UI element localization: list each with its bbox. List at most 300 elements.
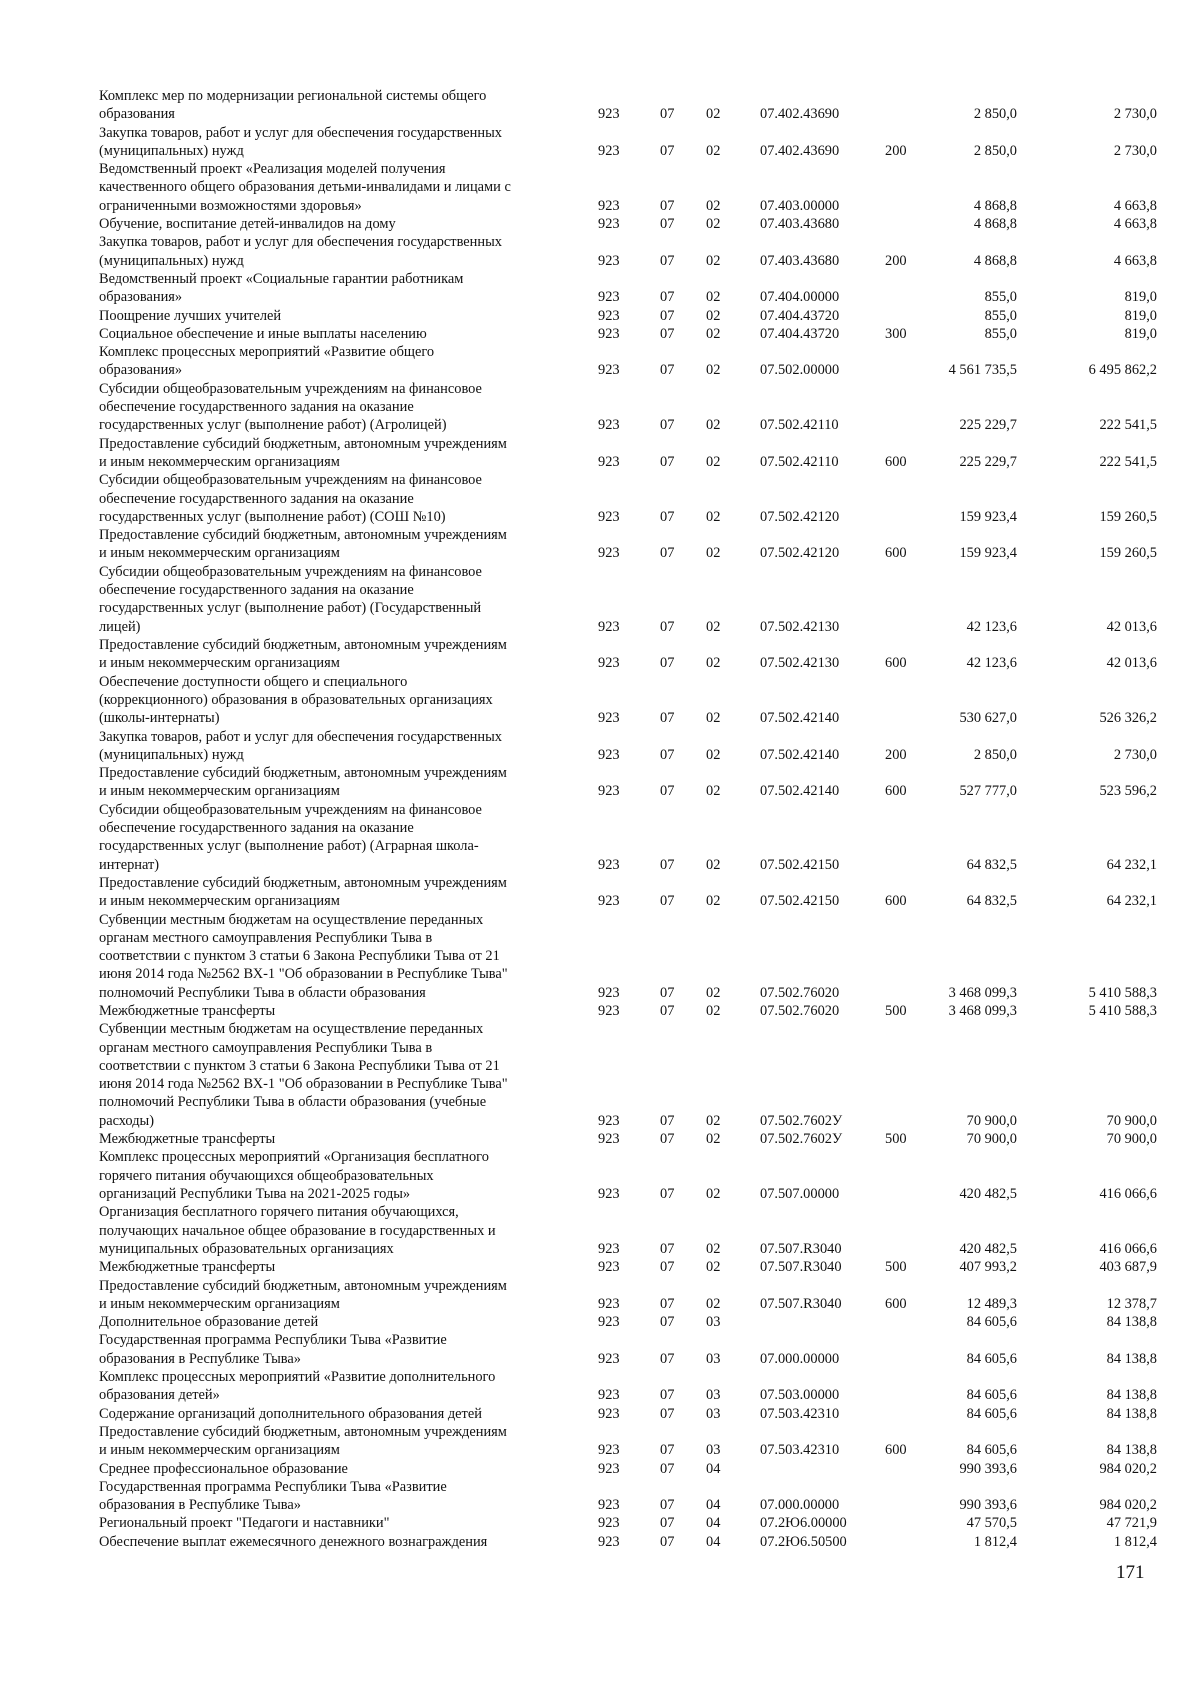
cell-csr: 07.402.43690 xyxy=(760,142,840,159)
cell-s1: 84 605,6 xyxy=(966,1387,1017,1404)
cell-csr: 07.000.00000 xyxy=(760,1497,840,1514)
table-row xyxy=(0,801,1200,874)
cell-ved: 923 xyxy=(598,1533,620,1550)
cell-s2: 5 410 588,3 xyxy=(1088,1003,1157,1019)
cell-s1: 12 489,3 xyxy=(966,1295,1017,1312)
row-name xyxy=(99,160,569,215)
cell-rz: 07 xyxy=(660,197,675,214)
cell-pr: 02 xyxy=(706,325,721,342)
cell-rz: 07 xyxy=(660,1112,675,1129)
row-name-line: (муниципальных) нужд xyxy=(99,142,244,159)
cell-rz: 07 xyxy=(660,1240,675,1257)
cell-rz: 07 xyxy=(660,106,675,123)
table-row xyxy=(0,1313,1200,1331)
row-name-line: и иным некоммерческим организациям xyxy=(99,453,340,470)
cell-ved: 923 xyxy=(598,1405,620,1422)
cell-pr: 02 xyxy=(706,545,721,562)
row-name-line: горячего питания обучающихся общеобразовательных xyxy=(99,1167,434,1184)
row-name-line: полномочий Республики Тыва в области образования (учебные xyxy=(99,1094,487,1111)
cell-csr: 07.502.42150 xyxy=(760,856,840,873)
cell-rz: 07 xyxy=(660,1131,675,1148)
row-name xyxy=(99,911,569,1002)
row-name-line: Государственная программа Республики Тыва «Развитие xyxy=(99,1332,447,1349)
row-name-line: обеспечение государственного задания на оказание xyxy=(99,490,414,507)
cell-pr: 02 xyxy=(706,1003,721,1019)
cell-s2: 222 541,5 xyxy=(1099,453,1157,470)
cell-pr: 02 xyxy=(706,1295,721,1312)
cell-ved: 923 xyxy=(598,1185,620,1202)
cell-s2: 159 260,5 xyxy=(1099,545,1157,562)
cell-pr: 02 xyxy=(706,618,721,635)
cell-s2: 1 812,4 xyxy=(1113,1533,1157,1550)
cell-rz: 07 xyxy=(660,1405,675,1422)
cell-pr: 02 xyxy=(706,508,721,525)
row-name-line: обеспечение государственного задания на оказание xyxy=(99,819,414,836)
cell-s1: 4 561 735,5 xyxy=(948,362,1017,379)
row-name xyxy=(99,87,569,124)
row-name-line: Субсидии общеобразовательным учреждениям на финансовое xyxy=(99,472,482,489)
cell-csr: 07.000.00000 xyxy=(760,1350,840,1367)
row-name-line: Межбюджетные трансферты xyxy=(99,1131,276,1148)
row-name-line: интернат) xyxy=(99,856,160,873)
row-name-line: государственных услуг (выполнение работ) (Агролицей) xyxy=(99,417,447,434)
cell-ved: 923 xyxy=(598,307,620,324)
cell-rz: 07 xyxy=(660,1350,675,1367)
table-row xyxy=(0,87,1200,124)
row-name-line: Дополнительное образование детей xyxy=(99,1314,319,1331)
cell-ved: 923 xyxy=(598,453,620,470)
row-name-line: Субвенции местным бюджетам на осуществление переданных xyxy=(99,911,484,928)
cell-csr: 07.507.R3040 xyxy=(760,1259,842,1276)
cell-rz: 07 xyxy=(660,655,675,672)
cell-csr: 07.507.R3040 xyxy=(760,1240,842,1257)
cell-s1: 84 605,6 xyxy=(966,1314,1017,1331)
row-name-line: Обучение, воспитание детей-инвалидов на дому xyxy=(99,216,396,233)
cell-pr: 04 xyxy=(706,1497,721,1514)
cell-pr: 03 xyxy=(706,1442,721,1459)
table-row xyxy=(0,435,1200,472)
cell-csr: 07.404.43720 xyxy=(760,325,840,342)
row-name xyxy=(99,215,569,233)
row-name-line: Межбюджетные трансферты xyxy=(99,1003,276,1019)
row-name-line: Субсидии общеобразовательным учреждениям на финансовое xyxy=(99,380,482,397)
table-row xyxy=(0,1020,1200,1130)
row-name xyxy=(99,1277,569,1314)
cell-rz: 07 xyxy=(660,746,675,763)
cell-rz: 07 xyxy=(660,453,675,470)
cell-ved: 923 xyxy=(598,1112,620,1129)
cell-ved: 923 xyxy=(598,289,620,306)
cell-rz: 07 xyxy=(660,1515,675,1532)
cell-csr: 07.502.42140 xyxy=(760,783,840,800)
cell-ved: 923 xyxy=(598,545,620,562)
cell-ved: 923 xyxy=(598,1442,620,1459)
cell-s2: 2 730,0 xyxy=(1113,106,1157,123)
cell-s2: 64 232,1 xyxy=(1106,893,1157,910)
cell-csr: 07.502.42130 xyxy=(760,618,840,635)
cell-s1: 2 850,0 xyxy=(973,142,1017,159)
table-row xyxy=(0,563,1200,636)
cell-s1: 990 393,6 xyxy=(959,1497,1017,1514)
table-row xyxy=(0,1478,1200,1515)
row-name-line: полномочий Республики Тыва в области образования xyxy=(99,984,426,1001)
row-name-line: Предоставление субсидий бюджетным, автономным учреждениям xyxy=(99,765,507,782)
row-name-line: муниципальных образовательных организациях xyxy=(99,1240,394,1257)
row-name xyxy=(99,1203,569,1258)
table-row xyxy=(0,215,1200,233)
cell-ved: 923 xyxy=(598,1350,620,1367)
cell-ved: 923 xyxy=(598,1387,620,1404)
table-row xyxy=(0,1258,1200,1276)
cell-vr: 500 xyxy=(885,1131,907,1148)
cell-s1: 855,0 xyxy=(984,307,1017,324)
cell-csr: 07.502.42130 xyxy=(760,655,840,672)
row-name xyxy=(99,325,569,343)
cell-vr: 600 xyxy=(885,545,907,562)
table-row xyxy=(0,124,1200,161)
cell-rz: 07 xyxy=(660,252,675,269)
cell-s1: 3 468 099,3 xyxy=(948,984,1017,1001)
cell-csr: 07.502.42140 xyxy=(760,746,840,763)
cell-ved: 923 xyxy=(598,1295,620,1312)
cell-s1: 2 850,0 xyxy=(973,106,1017,123)
cell-s1: 42 123,6 xyxy=(966,618,1017,635)
table-row xyxy=(0,307,1200,325)
row-name-line: и иным некоммерческим организациям xyxy=(99,1295,340,1312)
cell-ved: 923 xyxy=(598,508,620,525)
cell-s2: 159 260,5 xyxy=(1099,508,1157,525)
cell-pr: 02 xyxy=(706,893,721,910)
cell-csr: 07.404.00000 xyxy=(760,289,840,306)
row-name xyxy=(99,435,569,472)
row-name-line: органам местного самоуправления Республики Тыва в xyxy=(99,929,433,946)
cell-vr: 500 xyxy=(885,1259,907,1276)
cell-pr: 02 xyxy=(706,289,721,306)
cell-s1: 3 468 099,3 xyxy=(948,1003,1017,1019)
row-name xyxy=(99,1258,569,1276)
cell-ved: 923 xyxy=(598,362,620,379)
cell-vr: 200 xyxy=(885,142,907,159)
cell-s2: 2 730,0 xyxy=(1113,746,1157,763)
row-name xyxy=(99,1368,569,1405)
table-row xyxy=(0,233,1200,270)
cell-pr: 02 xyxy=(706,197,721,214)
row-name xyxy=(99,1533,569,1551)
table-row xyxy=(0,1533,1200,1551)
cell-pr: 02 xyxy=(706,746,721,763)
cell-s1: 159 923,4 xyxy=(959,545,1017,562)
table-row xyxy=(0,343,1200,380)
cell-pr: 02 xyxy=(706,362,721,379)
cell-s1: 64 832,5 xyxy=(966,856,1017,873)
row-name-line: и иным некоммерческим организациям xyxy=(99,893,340,910)
cell-rz: 07 xyxy=(660,1314,675,1331)
cell-pr: 02 xyxy=(706,307,721,324)
row-name-line: лицей) xyxy=(99,618,141,635)
table-row xyxy=(0,160,1200,215)
table-row xyxy=(0,636,1200,673)
cell-pr: 02 xyxy=(706,1112,721,1129)
row-name xyxy=(99,526,569,563)
cell-csr: 07.403.43680 xyxy=(760,252,840,269)
cell-s2: 403 687,9 xyxy=(1099,1259,1157,1276)
row-name xyxy=(99,1478,569,1515)
cell-pr: 02 xyxy=(706,655,721,672)
cell-s2: 42 013,6 xyxy=(1106,655,1157,672)
row-name-line: Комплекс процессных мероприятий «Развитие общего xyxy=(99,344,435,361)
cell-s2: 42 013,6 xyxy=(1106,618,1157,635)
cell-rz: 07 xyxy=(660,856,675,873)
cell-s2: 84 138,8 xyxy=(1106,1387,1157,1404)
row-name-line: июня 2014 года №2562 ВХ-1 "Об образовании в Республике Тыва" xyxy=(99,966,508,983)
cell-rz: 07 xyxy=(660,618,675,635)
cell-csr: 07.502.00000 xyxy=(760,362,840,379)
row-name xyxy=(99,380,569,435)
row-name-line: и иным некоммерческим организациям xyxy=(99,655,340,672)
row-name-line: государственных услуг (выполнение работ) (СОШ №10) xyxy=(99,508,446,525)
row-name xyxy=(99,764,569,801)
row-name-line: (муниципальных) нужд xyxy=(99,746,244,763)
cell-ved: 923 xyxy=(598,417,620,434)
table-row xyxy=(0,911,1200,1003)
row-name-line: Предоставление субсидий бюджетным, автономным учреждениям xyxy=(99,527,507,544)
cell-ved: 923 xyxy=(598,655,620,672)
cell-s1: 225 229,7 xyxy=(959,453,1017,470)
cell-rz: 07 xyxy=(660,417,675,434)
row-name xyxy=(99,1405,569,1423)
table-row xyxy=(0,1203,1200,1258)
cell-s1: 84 605,6 xyxy=(966,1405,1017,1422)
cell-s1: 2 850,0 xyxy=(973,746,1017,763)
table-row xyxy=(0,1423,1200,1460)
cell-csr: 07.503.42310 xyxy=(760,1442,840,1459)
cell-s2: 5 410 588,3 xyxy=(1088,984,1157,1001)
cell-csr: 07.502.7602У xyxy=(760,1131,843,1148)
cell-s2: 84 138,8 xyxy=(1106,1314,1157,1331)
cell-s2: 984 020,2 xyxy=(1099,1460,1157,1477)
table-row xyxy=(0,1331,1200,1368)
cell-csr: 07.503.42310 xyxy=(760,1405,840,1422)
cell-pr: 03 xyxy=(706,1387,721,1404)
cell-pr: 02 xyxy=(706,453,721,470)
row-name-line: соответствии с пунктом 3 статьи 6 Закона Республики Тыва от 21 xyxy=(99,1057,500,1074)
cell-csr: 07.502.7602У xyxy=(760,1112,843,1129)
row-name xyxy=(99,1331,569,1368)
cell-rz: 07 xyxy=(660,710,675,727)
row-name-line: качественного общего образования детьми-инвалидами и лицами с xyxy=(99,179,511,196)
row-name-line: Закупка товаров, работ и услуг для обеспечения государственных xyxy=(99,234,502,251)
cell-rz: 07 xyxy=(660,142,675,159)
cell-s2: 819,0 xyxy=(1124,325,1157,342)
cell-s2: 819,0 xyxy=(1124,307,1157,324)
cell-s1: 855,0 xyxy=(984,289,1017,306)
cell-csr: 07.502.42140 xyxy=(760,710,840,727)
row-name-line: обеспечение государственного задания на оказание xyxy=(99,399,414,416)
cell-pr: 02 xyxy=(706,1185,721,1202)
row-name-line: Региональный проект "Педагоги и наставники" xyxy=(99,1515,390,1532)
row-name-line: и иным некоммерческим организациям xyxy=(99,1442,340,1459)
cell-s1: 84 605,6 xyxy=(966,1350,1017,1367)
row-name-line: Комплекс мер по модернизации региональной системы общего xyxy=(99,88,487,104)
row-name xyxy=(99,1130,569,1148)
cell-s2: 984 020,2 xyxy=(1099,1497,1157,1514)
row-name-line: Содержание организаций дополнительного образования детей xyxy=(99,1405,482,1422)
row-name xyxy=(99,124,569,161)
cell-pr: 04 xyxy=(706,1515,721,1532)
cell-pr: 02 xyxy=(706,106,721,123)
row-name-line: июня 2014 года №2562 ВХ-1 "Об образовании в Республике Тыва" xyxy=(99,1076,508,1093)
table-row xyxy=(0,1002,1200,1020)
cell-rz: 07 xyxy=(660,1497,675,1514)
page-number: 171 xyxy=(1116,1562,1145,1583)
row-name xyxy=(99,471,569,526)
cell-ved: 923 xyxy=(598,710,620,727)
row-name xyxy=(99,270,569,307)
row-name-line: образования детей» xyxy=(99,1387,220,1404)
cell-ved: 923 xyxy=(598,1314,620,1331)
row-name-line: Обеспечение выплат ежемесячного денежного вознаграждения xyxy=(99,1533,488,1550)
table-row xyxy=(0,526,1200,563)
cell-pr: 02 xyxy=(706,710,721,727)
cell-csr: 07.502.42110 xyxy=(760,453,839,470)
cell-vr: 600 xyxy=(885,1442,907,1459)
cell-pr: 02 xyxy=(706,417,721,434)
cell-ved: 923 xyxy=(598,984,620,1001)
cell-rz: 07 xyxy=(660,289,675,306)
row-name-line: органам местного самоуправления Республики Тыва в xyxy=(99,1039,433,1056)
row-name xyxy=(99,343,569,380)
cell-ved: 923 xyxy=(598,325,620,342)
row-name-line: и иным некоммерческим организациям xyxy=(99,545,340,562)
cell-s1: 70 900,0 xyxy=(966,1131,1017,1148)
cell-rz: 07 xyxy=(660,1185,675,1202)
cell-csr: 07.502.42110 xyxy=(760,417,839,434)
cell-vr: 500 xyxy=(885,1003,907,1019)
row-name-line: организаций Республики Тыва на 2021-2025 годы» xyxy=(99,1185,411,1202)
cell-pr: 03 xyxy=(706,1350,721,1367)
row-name-line: Предоставление субсидий бюджетным, автономным учреждениям xyxy=(99,637,507,653)
row-name-line: образования в Республике Тыва» xyxy=(99,1497,301,1514)
table-row xyxy=(0,1277,1200,1314)
cell-vr: 300 xyxy=(885,325,907,342)
cell-rz: 07 xyxy=(660,1259,675,1276)
cell-s2: 4 663,8 xyxy=(1113,216,1157,233)
cell-rz: 07 xyxy=(660,325,675,342)
cell-s2: 70 900,0 xyxy=(1106,1112,1157,1129)
cell-s2: 416 066,6 xyxy=(1099,1185,1157,1202)
cell-pr: 04 xyxy=(706,1533,721,1550)
table-row xyxy=(0,380,1200,435)
row-name-line: Межбюджетные трансферты xyxy=(99,1259,276,1276)
cell-pr: 02 xyxy=(706,216,721,233)
cell-ved: 923 xyxy=(598,746,620,763)
cell-rz: 07 xyxy=(660,1003,675,1019)
cell-csr: 07.507.00000 xyxy=(760,1185,840,1202)
cell-s1: 420 482,5 xyxy=(959,1240,1017,1257)
cell-csr: 07.502.42150 xyxy=(760,893,840,910)
cell-rz: 07 xyxy=(660,545,675,562)
row-name-line: Субсидии общеобразовательным учреждениям на финансовое xyxy=(99,801,482,818)
cell-s1: 47 570,5 xyxy=(966,1515,1017,1532)
cell-vr: 600 xyxy=(885,453,907,470)
cell-pr: 03 xyxy=(706,1405,721,1422)
cell-rz: 07 xyxy=(660,1460,675,1477)
cell-s1: 530 627,0 xyxy=(959,710,1017,727)
cell-csr: 07.507.R3040 xyxy=(760,1295,842,1312)
cell-s1: 64 832,5 xyxy=(966,893,1017,910)
cell-ved: 923 xyxy=(598,618,620,635)
cell-pr: 02 xyxy=(706,984,721,1001)
cell-s1: 1 812,4 xyxy=(973,1533,1017,1550)
row-name-line: образования» xyxy=(99,289,183,306)
cell-vr: 600 xyxy=(885,1295,907,1312)
row-name-line: (муниципальных) нужд xyxy=(99,252,244,269)
row-name xyxy=(99,801,569,874)
cell-pr: 02 xyxy=(706,1131,721,1148)
row-name-line: государственных услуг (выполнение работ) (Государственный xyxy=(99,600,482,617)
cell-pr: 02 xyxy=(706,1259,721,1276)
cell-ved: 923 xyxy=(598,1240,620,1257)
cell-ved: 923 xyxy=(598,216,620,233)
cell-s1: 70 900,0 xyxy=(966,1112,1017,1129)
row-name xyxy=(99,1423,569,1460)
cell-s2: 819,0 xyxy=(1124,289,1157,306)
row-name-line: Государственная программа Республики Тыва «Развитие xyxy=(99,1478,447,1495)
cell-rz: 07 xyxy=(660,216,675,233)
row-name-line: Среднее профессиональное образование xyxy=(99,1460,348,1477)
cell-s1: 84 605,6 xyxy=(966,1442,1017,1459)
cell-s1: 42 123,6 xyxy=(966,655,1017,672)
cell-pr: 02 xyxy=(706,1240,721,1257)
row-name-line: Организация бесплатного горячего питания обучающихся, xyxy=(99,1204,459,1221)
cell-s2: 84 138,8 xyxy=(1106,1405,1157,1422)
cell-ved: 923 xyxy=(598,1460,620,1477)
cell-s2: 523 596,2 xyxy=(1099,783,1157,800)
row-name xyxy=(99,1020,569,1130)
cell-rz: 07 xyxy=(660,783,675,800)
table-row xyxy=(0,874,1200,911)
table-row xyxy=(0,1460,1200,1478)
cell-pr: 04 xyxy=(706,1460,721,1477)
cell-s1: 4 868,8 xyxy=(973,252,1017,269)
row-name xyxy=(99,233,569,270)
cell-csr: 07.2Ю6.00000 xyxy=(760,1515,847,1532)
cell-ved: 923 xyxy=(598,1497,620,1514)
cell-rz: 07 xyxy=(660,984,675,1001)
cell-csr: 07.503.00000 xyxy=(760,1387,840,1404)
row-name-line: образования xyxy=(99,106,175,123)
row-name-line: Субсидии общеобразовательным учреждениям на финансовое xyxy=(99,563,482,580)
cell-ved: 923 xyxy=(598,1131,620,1148)
cell-s2: 84 138,8 xyxy=(1106,1442,1157,1459)
table-row xyxy=(0,471,1200,526)
cell-pr: 02 xyxy=(706,142,721,159)
cell-ved: 923 xyxy=(598,197,620,214)
cell-ved: 923 xyxy=(598,142,620,159)
row-name-line: ограниченными возможностями здоровья» xyxy=(99,197,362,214)
cell-s2: 2 730,0 xyxy=(1113,142,1157,159)
row-name xyxy=(99,1002,569,1020)
table-row xyxy=(0,673,1200,728)
row-name-line: Обеспечение доступности общего и специального xyxy=(99,673,408,690)
row-name-line: Комплекс процессных мероприятий «Организация бесплатного xyxy=(99,1149,489,1166)
cell-pr: 03 xyxy=(706,1314,721,1331)
row-name-line: Предоставление субсидий бюджетным, автономным учреждениям xyxy=(99,1277,507,1294)
row-name-line: Ведомственный проект «Реализация моделей получения xyxy=(99,161,446,178)
row-name-line: образования» xyxy=(99,362,183,379)
cell-csr: 07.402.43690 xyxy=(760,106,840,123)
cell-csr: 07.2Ю6.50500 xyxy=(760,1533,847,1550)
